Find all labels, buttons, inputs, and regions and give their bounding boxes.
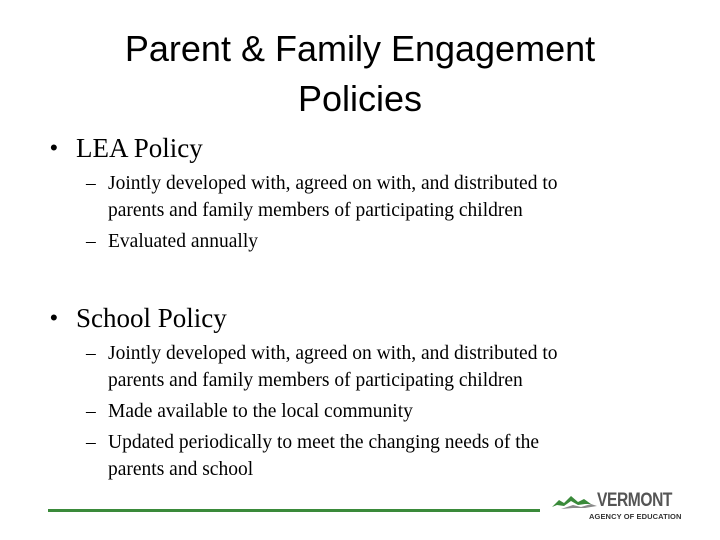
dash-marker: – [86, 401, 96, 422]
dash-marker: – [86, 173, 96, 194]
section-lea-policy [50, 132, 690, 259]
school-subitem-3-line-1: Updated periodically to meet the changing needs of the [108, 432, 540, 453]
school-subitem-1-line-1: Jointly developed with, agreed on with, and distributed to [108, 343, 558, 364]
school-subitem-2-line-1: Made available to the local community [108, 401, 413, 422]
vermont-agency-of-education-logo [551, 490, 682, 521]
dash-marker: – [86, 231, 96, 252]
slide-title [40, 24, 680, 124]
bullet-lea-policy [50, 132, 690, 164]
dash-marker: – [86, 343, 96, 364]
school-subitem-2 [50, 398, 690, 425]
section-school-policy [50, 302, 690, 487]
title-line-2: Policies [297, 78, 423, 119]
dash-marker: – [86, 432, 96, 453]
school-policy-heading: School Policy [76, 303, 227, 333]
mountain-green-shape [552, 496, 591, 507]
logo-subtitle: AGENCY OF EDUCATION [589, 512, 682, 521]
school-subitem-3 [50, 429, 690, 483]
lea-policy-heading: LEA Policy [76, 133, 203, 163]
lea-subitem-2-line-1: Evaluated annually [108, 231, 258, 252]
school-subitem-1 [50, 340, 690, 394]
lea-subitem-2 [50, 228, 690, 255]
logo-name: VERMONT [597, 490, 673, 511]
lea-subitem-1-line-1: Jointly developed with, agreed on with, and distributed to [108, 173, 558, 194]
lea-subitem-1-line-2: parents and family members of participating children [108, 200, 523, 221]
school-subitem-1-line-2: parents and family members of participating children [108, 370, 523, 391]
lea-subitem-1 [50, 170, 690, 224]
lea-policy-subitems [50, 170, 690, 255]
bullet-school-policy [50, 302, 690, 334]
footer-divider [48, 509, 540, 512]
title-line-1: Parent & Family Engagement [124, 28, 596, 69]
school-policy-subitems [50, 340, 690, 483]
mountain-icon [551, 491, 601, 513]
bullet-dot: • [50, 135, 58, 160]
school-subitem-3-line-2: parents and school [108, 459, 254, 480]
bullet-dot: • [50, 305, 58, 330]
